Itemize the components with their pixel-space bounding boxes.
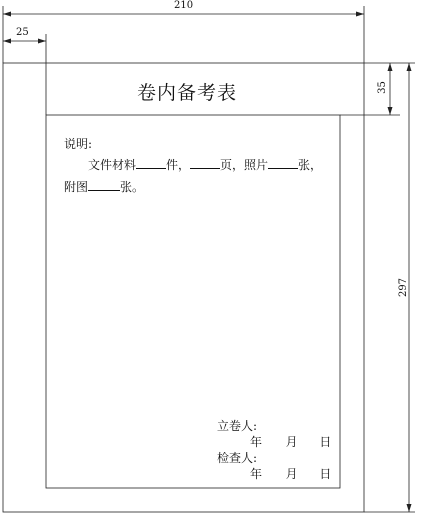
creator-day-label: 日: [319, 435, 332, 449]
checker-month-label: 月: [285, 467, 298, 481]
checker-date: [250, 468, 331, 480]
pages-count-blank[interactable]: [190, 158, 220, 169]
dim-label-left-margin: 25: [16, 27, 29, 38]
checker-label: 检查人:: [217, 451, 258, 465]
dim-label-top-margin: 35: [376, 81, 388, 94]
photos-count-blank[interactable]: [268, 158, 298, 169]
checker-year-label: 年: [250, 467, 263, 481]
materials-unit-pages: 页，照片: [220, 158, 269, 172]
checker-day-label: 日: [319, 467, 332, 481]
attachments-count-blank[interactable]: [88, 180, 120, 191]
attachments-prefix: 附图: [64, 180, 89, 194]
creator-year-label: 年: [250, 435, 263, 449]
dim-label-width: 210: [174, 0, 194, 11]
materials-line: [88, 158, 322, 171]
dim-label-height: 297: [398, 277, 410, 298]
creator-date: [250, 436, 331, 448]
materials-unit-pieces: 件，: [166, 158, 191, 172]
materials-unit-photos: 张，: [298, 158, 323, 172]
materials-prefix: 文件材料: [88, 158, 137, 172]
creator-label: 立卷人:: [217, 419, 258, 433]
attachments-line: [64, 180, 144, 193]
note-label: 说明:: [64, 137, 93, 151]
creator-month-label: 月: [285, 435, 298, 449]
attachments-unit: 张。: [120, 180, 145, 194]
materials-count-blank[interactable]: [136, 158, 166, 169]
form-title: 卷内备考表: [137, 82, 238, 104]
